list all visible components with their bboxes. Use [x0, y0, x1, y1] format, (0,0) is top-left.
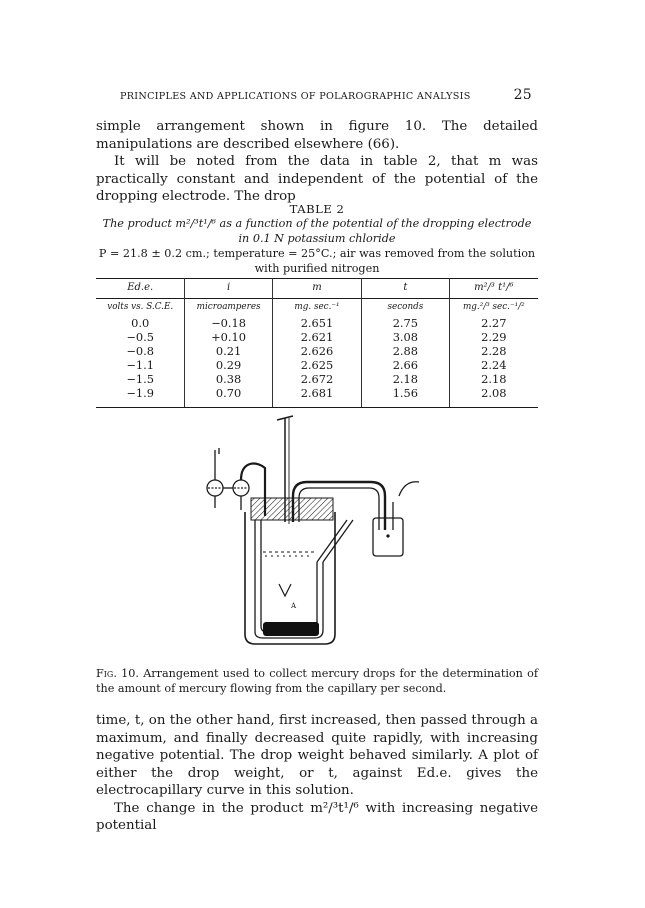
table-caption: The product m²/³t¹/⁶ as a function of the potential of the dropping electrode in 0.1 N potassium chloride [102, 217, 532, 245]
marker-a: A [291, 602, 297, 610]
table-cell: 2.27 [481, 316, 507, 330]
table-cell: 2.625 [300, 358, 334, 372]
table-column-current [184, 278, 272, 400]
table-cell: −1.9 [126, 386, 155, 400]
table-conditions: P = 21.8 ± 0.2 cm.; temperature = 25°C.; air was removed from the solution with purified nitrogen [98, 247, 536, 275]
table-cell: 2.651 [300, 316, 334, 330]
table-column-flow-rate [273, 278, 361, 400]
dropping-tip [279, 584, 291, 596]
table-cell: −0.18 [211, 316, 247, 330]
table-cell: 0.70 [215, 386, 242, 400]
column-unit: microamperes [196, 302, 261, 312]
table-label: TABLE 2 [289, 202, 345, 216]
table-cell: 0.38 [215, 372, 242, 386]
table-cell: 2.621 [300, 330, 334, 344]
column-unit: mg. sec.⁻¹ [294, 302, 340, 312]
paragraph: time, t, on the other hand, first increased, then passed through a maximum, and finally decreased quite rapidly, with increasing negative potential. The drop weight behaved similarly. A plot of either the drop weight, or t, against Ed.e. gives the electrocapillary curve in this solution. [96, 713, 538, 798]
column-header: t [403, 282, 408, 293]
mercury-drop [386, 534, 389, 537]
table-cell: 0.0 [131, 316, 150, 330]
table-cell: 2.18 [392, 372, 419, 386]
column-header: i [226, 282, 231, 293]
figure-caption-text: Arrangement used to collect mercury drops for the determination of the amount of mercury flowing from the capillary per second. [96, 667, 538, 695]
table-column-drop-time [361, 278, 449, 400]
table-column-product [450, 278, 538, 400]
table-cell: −1.1 [126, 358, 155, 372]
column-unit: volts vs. S.C.E. [107, 302, 174, 312]
stopcock-bulb [233, 480, 249, 510]
table-cell: 2.18 [481, 372, 507, 386]
table-cell: 2.28 [481, 344, 507, 358]
page-number: 25 [513, 87, 532, 103]
body-text-top [96, 118, 538, 206]
table-cell: −0.8 [126, 344, 155, 358]
running-head-title: PRINCIPLES AND APPLICATIONS OF POLAROGRAPHIC ANALYSIS [120, 91, 471, 102]
running-head [96, 88, 538, 106]
table-cell: +0.10 [211, 330, 247, 344]
stopper [251, 498, 333, 520]
table-cell: −1.5 [126, 372, 155, 386]
figure-label: Fig. 10. [96, 667, 139, 680]
figure-caption [96, 666, 538, 696]
table-cell: 2.66 [392, 358, 419, 372]
column-header: Ed.e. [127, 282, 154, 293]
paragraph: It will be noted from the data in table 2, that m was practically constant and independent of the potential of the dropping electrode. The drop [96, 154, 538, 204]
table-cell: 2.75 [392, 316, 419, 330]
column-unit: mg.²/³ sec.⁻¹/² [462, 302, 525, 312]
paragraph: simple arrangement shown in figure 10. The detailed manipulations are described elsewhere (66). [96, 119, 538, 152]
column-header: m [312, 282, 322, 293]
mercury-pool [263, 622, 319, 636]
table-cell: 0.21 [215, 344, 242, 358]
table-cell: 2.29 [481, 330, 507, 344]
table-cell: −0.5 [126, 330, 155, 344]
apparatus-figure [193, 412, 443, 662]
table-cell: 2.681 [300, 386, 334, 400]
paragraph: The change in the product m²/³t¹/⁶ with increasing negative potential [96, 800, 538, 833]
table-cell: 0.29 [215, 358, 242, 372]
u-tube [255, 520, 323, 638]
table-cell: 3.08 [392, 330, 419, 344]
table-cell: 2.08 [481, 386, 507, 400]
stopcock-bulb [207, 454, 223, 508]
column-unit: seconds [387, 302, 424, 312]
table-cell: 2.88 [392, 344, 419, 358]
table-cell: 2.626 [300, 344, 334, 358]
table-bottom-rule [96, 407, 538, 408]
table-column-potential [96, 278, 184, 400]
table-cell: 1.56 [392, 386, 419, 400]
column-header: m²/³ t¹/⁶ [474, 282, 514, 293]
body-text-bottom [96, 712, 538, 835]
table-cell: 2.672 [300, 372, 334, 386]
table-cell: 2.24 [481, 358, 507, 372]
